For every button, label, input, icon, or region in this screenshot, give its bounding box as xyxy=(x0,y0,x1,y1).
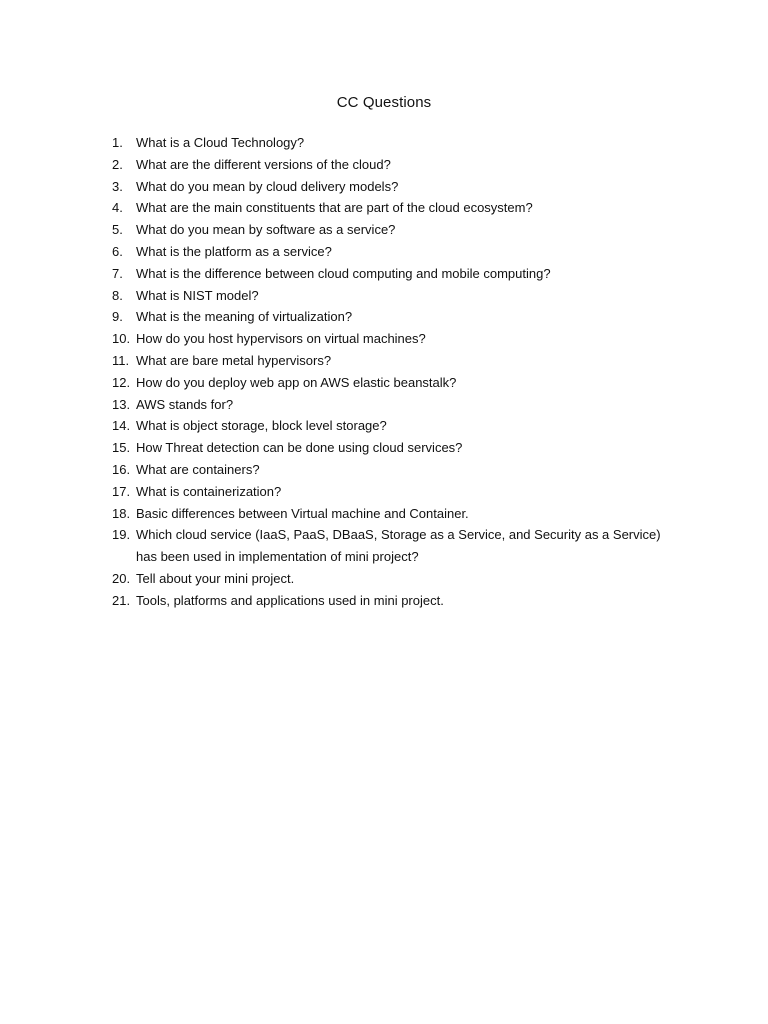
item-text: AWS stands for? xyxy=(136,396,234,412)
list-item xyxy=(112,372,712,394)
item-number: 9. xyxy=(112,309,123,325)
item-text: What are the main constituents that are part of the cloud ecosystem? xyxy=(136,200,533,216)
item-number: 5. xyxy=(112,222,123,238)
item-number: 14. xyxy=(112,418,131,434)
item-text: What is the meaning of virtualization? xyxy=(136,309,353,325)
item-number: 21. xyxy=(112,592,131,608)
item-text: Which cloud service (IaaS, PaaS, DBaaS, Storage as a Service, and Security as a Service) has been used in implementation of mini project? xyxy=(136,527,661,565)
list-item xyxy=(112,285,712,307)
list-item xyxy=(112,263,712,285)
item-number: 11. xyxy=(112,352,130,368)
item-number: 17. xyxy=(112,483,131,499)
item-text: What are containers? xyxy=(136,461,260,477)
item-text: What are the different versions of the cloud? xyxy=(136,156,391,172)
item-text: What is containerization? xyxy=(136,483,282,499)
item-number: 13. xyxy=(112,396,131,412)
item-text: What are bare metal hypervisors? xyxy=(136,352,332,368)
list-item xyxy=(112,350,712,372)
list-item xyxy=(112,241,712,263)
item-text: What do you mean by cloud delivery models? xyxy=(136,178,399,194)
item-number: 18. xyxy=(112,505,131,521)
item-number: 1. xyxy=(112,135,123,150)
item-number: 20. xyxy=(112,570,131,586)
item-text: Tell about your mini project. xyxy=(136,570,295,586)
item-number: 10. xyxy=(112,331,131,347)
item-number: 16. xyxy=(112,461,131,477)
list-item xyxy=(112,197,712,219)
item-number: 8. xyxy=(112,287,123,303)
list-item xyxy=(112,481,712,503)
list-item xyxy=(112,306,712,328)
item-number: 12. xyxy=(112,374,131,390)
item-text: How do you host hypervisors on virtual machines? xyxy=(136,331,426,347)
item-text: Tools, platforms and applications used in mini project. xyxy=(136,592,444,608)
list-item xyxy=(112,176,712,198)
item-text: What is object storage, block level storage? xyxy=(136,418,387,434)
list-item xyxy=(112,132,712,154)
list-item xyxy=(112,590,712,612)
list-item xyxy=(112,459,712,481)
item-number: 7. xyxy=(112,265,123,281)
item-text: What is the difference between cloud computing and mobile computing? xyxy=(136,265,551,281)
item-text: What is NIST model? xyxy=(136,287,259,303)
list-item xyxy=(112,415,712,437)
item-text: How Threat detection can be done using cloud services? xyxy=(136,440,463,456)
item-text: What is the platform as a service? xyxy=(136,243,332,259)
list-item xyxy=(112,219,712,241)
list-item xyxy=(112,503,712,525)
item-number: 19. xyxy=(112,527,131,543)
item-text: What do you mean by software as a service? xyxy=(136,222,396,238)
list-item xyxy=(112,524,712,568)
list-item xyxy=(112,568,712,590)
item-number: 15. xyxy=(112,440,131,456)
list-item xyxy=(112,154,712,176)
item-text: Basic differences between Virtual machine and Container. xyxy=(136,505,469,521)
question-list xyxy=(112,132,712,612)
item-text: What is a Cloud Technology? xyxy=(136,135,305,150)
list-item xyxy=(112,437,712,459)
list-item xyxy=(112,394,712,416)
item-number: 6. xyxy=(112,243,123,259)
item-number: 3. xyxy=(112,178,123,194)
item-text: How do you deploy web app on AWS elastic beanstalk? xyxy=(136,374,457,390)
item-number: 4. xyxy=(112,200,123,216)
list-item xyxy=(112,328,712,350)
item-number: 2. xyxy=(112,156,123,172)
page-title: CC Questions xyxy=(336,94,432,111)
